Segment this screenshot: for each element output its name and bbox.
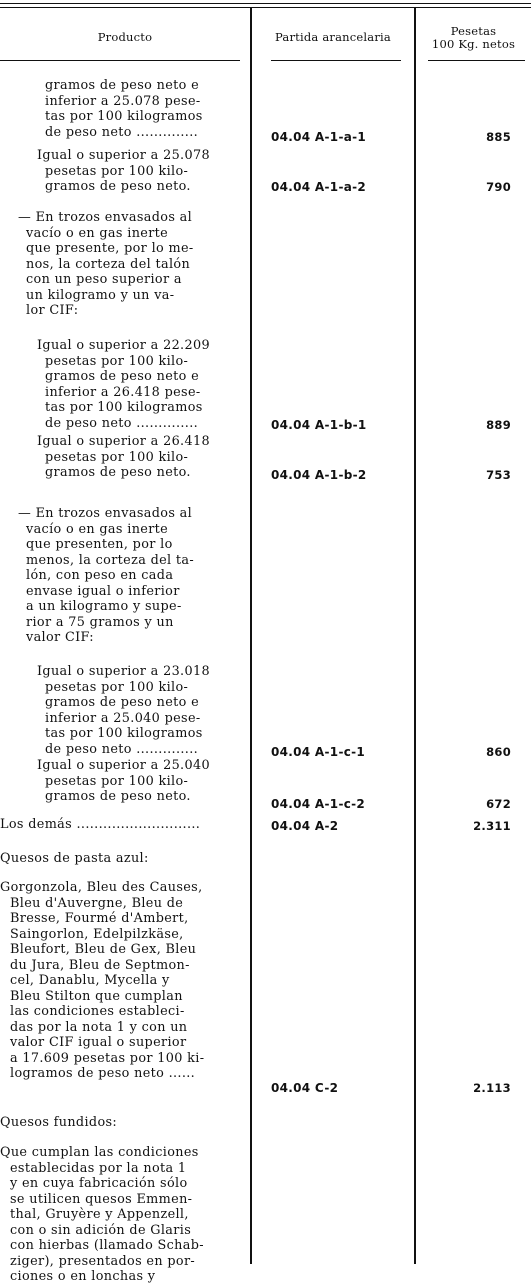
text-line: menos, la corteza del ta- — [26, 552, 195, 568]
text-line: de peso neto .............. — [45, 741, 199, 757]
text-line: Gorgonzola, Bleu des Causes, — [0, 880, 203, 895]
section-quesos-azul: Quesos de pasta azul: — [0, 851, 149, 866]
text-block-4 — [37, 338, 210, 431]
text-line: con o sin adición de Glaris — [10, 1222, 192, 1238]
text-line: Bleu Stilton que cumplan — [10, 988, 183, 1004]
text-line: Bresse, Fourmé d'Ambert, — [10, 911, 189, 926]
text-line: que presenten, por lo — [26, 537, 173, 552]
text-line: pesetas por 100 kilo- — [45, 449, 189, 465]
section-quesos-fundidos: Quesos fundidos: — [0, 1115, 118, 1130]
text-line: Saingorlon, Edelpilzkäse, — [10, 926, 184, 942]
partida-code: 04.04 A-1-a-2 — [271, 180, 367, 194]
text-line: pesetas por 100 kilo- — [45, 353, 189, 369]
text-line: inferior a 25.040 pese- — [45, 710, 201, 726]
text-line: thal, Gruyère y Appenzell, — [10, 1207, 189, 1222]
pesetas-value: 889 — [486, 418, 511, 432]
text-line: a 17.609 pesetas por 100 ki- — [10, 1050, 205, 1066]
text-line: Que cumplan las condiciones — [0, 1145, 199, 1160]
header-producto: Producto — [97, 30, 153, 44]
text-line: cel, Danablu, Mycella y — [10, 973, 170, 988]
text-line: — En trozos envasados al — [18, 506, 193, 521]
text-line: nos, la corteza del talón — [26, 256, 191, 272]
text-line: lón, con peso en cada — [26, 568, 174, 583]
header-pesetas-line1: Pesetas — [450, 24, 497, 38]
text-line: lor CIF: — [26, 303, 79, 318]
text-line: tas por 100 kilogramos — [45, 726, 203, 741]
header-underline-1 — [0, 60, 240, 61]
text-line: establecidas por la nota 1 — [10, 1160, 187, 1176]
partida-code: 04.04 A-1-c-2 — [271, 797, 366, 811]
text-block-6 — [18, 506, 194, 646]
text-line: un kilogramo y un va- — [26, 287, 175, 303]
pesetas-value: 753 — [486, 468, 511, 482]
top-rule — [0, 3, 531, 4]
text-line: Igual o superior a 25.078 — [37, 148, 210, 163]
partida-code: 04.04 A-2 — [271, 819, 339, 833]
text-block-3 — [18, 210, 194, 319]
text-block-1 — [45, 78, 203, 140]
text-line: gramos de peso neto e — [45, 369, 200, 384]
header-underline-3 — [428, 60, 525, 61]
header-pesetas-line2: 100 Kg. netos — [431, 37, 516, 51]
partida-code: 04.04 A-1-a-1 — [271, 130, 367, 144]
text-line: envase igual o inferior — [26, 583, 180, 599]
text-block-9 — [0, 880, 204, 1082]
text-line: — En trozos envasados al — [18, 210, 193, 225]
text-line: pesetas por 100 kilo- — [45, 163, 189, 179]
text-block-2 — [37, 148, 210, 195]
text-line: de peso neto .............. — [45, 124, 199, 140]
text-line: Igual o superior a 22.209 — [37, 338, 210, 353]
text-line: tas por 100 kilogramos — [45, 400, 203, 415]
partida-code: 04.04 A-1-c-1 — [271, 745, 366, 759]
text-line: las condiciones estableci- — [10, 1004, 185, 1019]
text-line: Igual o superior a 26.418 — [37, 434, 210, 449]
text-line: logramos de peso neto ...... — [10, 1066, 196, 1081]
text-line: vacío o en gas inerte — [26, 521, 169, 537]
text-line: pesetas por 100 kilo- — [45, 679, 189, 695]
text-line: ciones o en lonchas y — [10, 1269, 156, 1284]
text-line: du Jura, Bleu de Septmon- — [10, 957, 190, 973]
pesetas-value: 860 — [486, 745, 511, 759]
header-underline-2 — [271, 60, 401, 61]
text-line: inferior a 26.418 pese- — [45, 384, 201, 400]
text-block-8 — [37, 758, 210, 805]
text-line: Igual o superior a 23.018 — [37, 664, 210, 679]
header-partida: Partida arancelaria — [275, 30, 391, 44]
text-line: pesetas por 100 kilo- — [45, 773, 189, 789]
pesetas-value: 2.113 — [473, 1081, 511, 1095]
pesetas-value: 790 — [486, 180, 511, 194]
text-line: Bleufort, Bleu de Gex, Bleu — [10, 942, 197, 957]
text-line: con hierbas (llamado Schab- — [10, 1238, 204, 1253]
text-line: gramos de peso neto. — [45, 465, 191, 480]
text-line: valor CIF: — [26, 630, 94, 645]
top-rule-thin — [0, 7, 531, 8]
text-line: se utilicen quesos Emmen- — [10, 1191, 193, 1207]
text-line: valor CIF igual o superior — [10, 1035, 187, 1050]
column-divider-2 — [414, 8, 416, 1264]
header-pesetas — [416, 25, 531, 51]
pesetas-value: 885 — [486, 130, 511, 144]
text-line: ziger), presentados en por- — [10, 1253, 196, 1269]
text-line: tas por 100 kilogramos — [45, 109, 203, 124]
text-line: das por la nota 1 y con un — [10, 1019, 188, 1035]
partida-code: 04.04 A-1-b-2 — [271, 468, 367, 482]
pesetas-value: 2.311 — [473, 819, 511, 833]
text-line: y en cuya fabricación sólo — [10, 1176, 188, 1191]
partida-code: 04.04 A-1-b-1 — [271, 418, 367, 432]
text-line: gramos de peso neto e — [45, 695, 200, 710]
text-line: gramos de peso neto. — [45, 789, 191, 804]
partida-code: 04.04 C-2 — [271, 1081, 339, 1095]
text-block-7 — [37, 664, 210, 757]
text-block-5 — [37, 434, 210, 481]
text-line: con un peso superior a — [26, 272, 182, 287]
text-line: gramos de peso neto. — [45, 179, 191, 194]
column-divider-1 — [250, 8, 252, 1264]
pesetas-value: 672 — [486, 797, 511, 811]
text-line: a un kilogramo y supe- — [26, 599, 182, 614]
text-line: Igual o superior a 25.040 — [37, 758, 210, 773]
text-line: rior a 75 gramos y un — [26, 614, 174, 630]
text-line: Bleu d'Auvergne, Bleu de — [10, 895, 184, 911]
text-line: que presente, por lo me- — [26, 241, 194, 256]
text-line: de peso neto .............. — [45, 415, 199, 431]
text-line: inferior a 25.078 pese- — [45, 93, 201, 109]
text-line: gramos de peso neto e — [45, 78, 200, 93]
los-demas-label: Los demás ............................ — [0, 817, 201, 832]
text-line: vacío o en gas inerte — [26, 225, 169, 241]
